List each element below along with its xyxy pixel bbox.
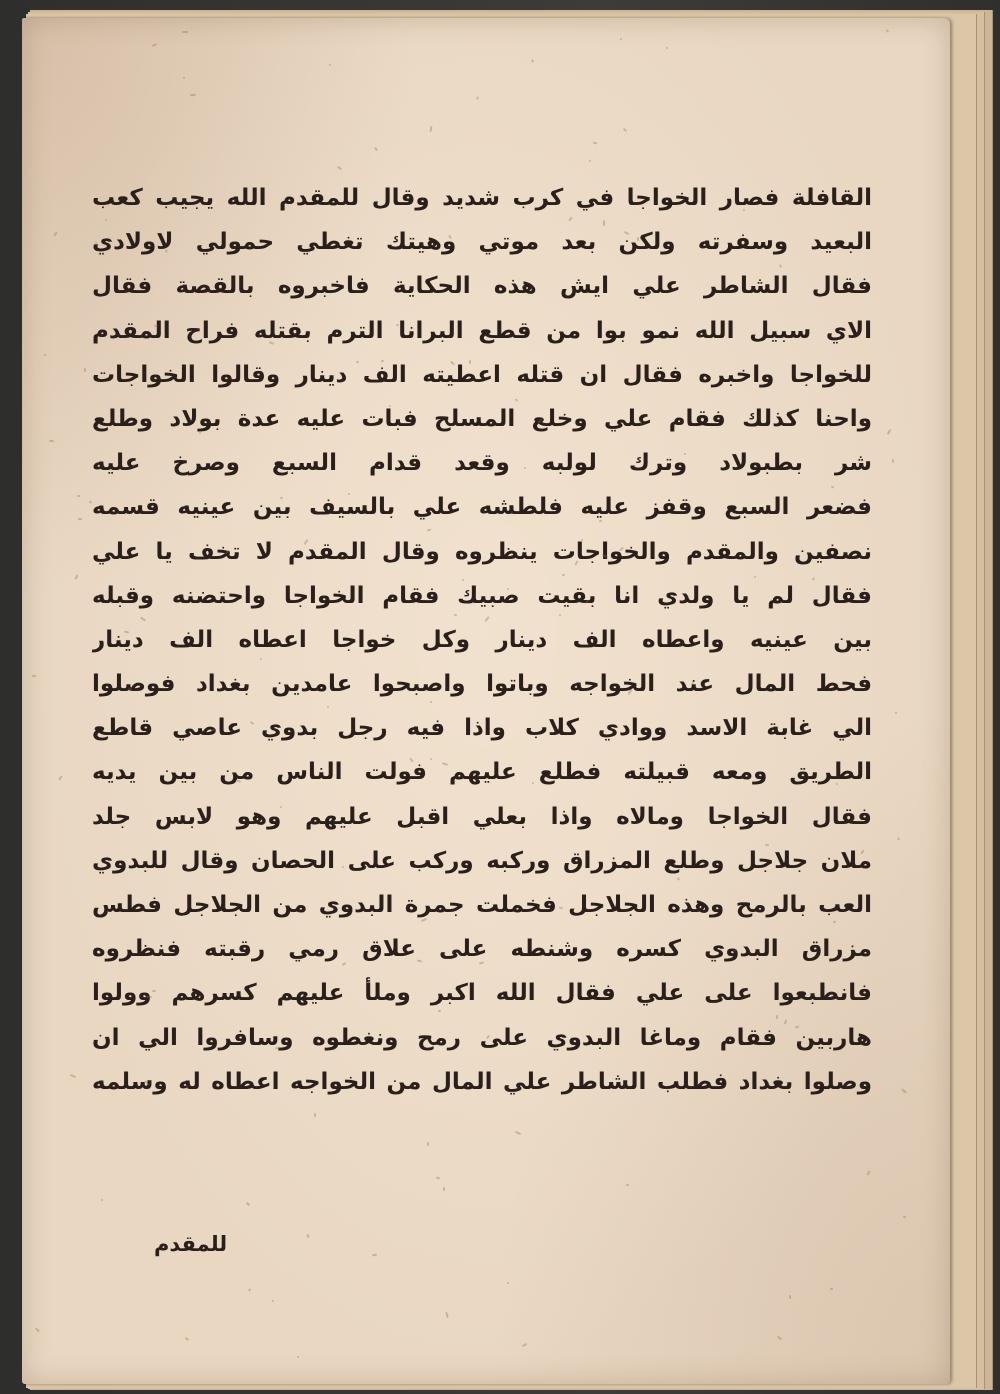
paper-fiber <box>867 1170 871 1175</box>
paper-fiber <box>427 1142 430 1146</box>
paper-fiber <box>887 429 892 435</box>
paper-fiber <box>70 1074 76 1078</box>
paper-fiber <box>165 249 167 252</box>
text-line-12: فحط المال عند الخواجه وباتوا واصبحوا عامدين بغداد فوصلوا <box>92 671 872 698</box>
text-line-3: فقال الشاطر علي ايش هذه الحكاية فاخبروه بالقصة فقال <box>92 273 872 300</box>
text-line-15: فقال الخواجا ومالاه واذا بعلي اقبل عليهم وهو لابس جلد <box>92 803 872 830</box>
paper-fiber <box>246 1202 250 1206</box>
paper-fiber <box>895 712 898 715</box>
paper-fiber <box>272 1300 275 1303</box>
paper-fiber <box>78 518 82 520</box>
text-line-9: نصفين والمقدم والخواجات ينظروه وقال المقدم لا تخف يا علي <box>92 538 872 565</box>
paper-fiber <box>84 368 86 372</box>
paper-fiber <box>789 1295 791 1299</box>
paper-fiber <box>152 43 157 47</box>
text-line-19: فانطبعوا على علي فقال الله اكبر وملأ عليهم كسرهم وولوا <box>92 980 872 1007</box>
paper-fiber <box>32 675 36 677</box>
paper-fiber <box>445 1312 449 1318</box>
paper-fiber <box>44 354 47 357</box>
paper-fiber <box>684 453 686 455</box>
paper-fiber <box>77 495 80 497</box>
text-line-11: بين عينيه واعطاه الف دينار وكل خواجا اعطاه الف دينار <box>92 626 872 653</box>
paper-fiber <box>515 1131 521 1135</box>
paper-fiber <box>901 1088 907 1093</box>
paper-fiber <box>507 1282 510 1285</box>
paper-fiber <box>329 64 332 67</box>
paper-fiber <box>593 141 597 144</box>
paper-fiber <box>830 1288 833 1290</box>
paper-fiber <box>443 1187 445 1191</box>
paper-fiber <box>248 1288 251 1292</box>
paper-fiber <box>743 209 745 211</box>
paper-fiber <box>372 1253 377 1256</box>
paper-fiber <box>260 658 262 660</box>
text-line-4: الاي سبيل الله نمو بوا من قطع البرانا الترم بقتله فراح المقدم <box>92 317 872 344</box>
paper-fiber <box>146 996 152 999</box>
text-line-16: ملان جلاجل وطلع المزراق وركبه وركب على الحصان وقال للبدوي <box>92 847 872 874</box>
paper-fiber <box>623 128 627 132</box>
manuscript-page <box>22 18 950 1384</box>
manuscript-text <box>92 176 872 1104</box>
text-line-8: فضعر السبع وقفز عليه فلطشه علي بالسيف بين عينيه قسمه <box>92 494 872 521</box>
text-line-18: مزراق البدوي كسره وشنطه على علاق رمي رقبته فنظروه <box>92 936 872 963</box>
paper-fiber <box>559 614 561 616</box>
paper-fiber <box>396 324 399 326</box>
paper-fiber <box>469 360 471 364</box>
text-line-14: الطريق ومعه قبيلته فطلع عليهم فولت الناس من بين يديه <box>92 759 872 786</box>
paper-fiber <box>776 1015 778 1019</box>
paper-fiber <box>58 775 62 780</box>
paper-fiber <box>75 574 79 579</box>
paper-fiber <box>35 1328 40 1333</box>
text-line-13: الي غابة الاسد ووادي كلاب واذا فيه رجل بدوي عاصي قاطع <box>92 715 872 742</box>
text-line-20: هاربين فقام وماغا البدوي على رمح ونغطوه وسافروا الي ان <box>92 1024 872 1051</box>
paper-fiber <box>53 231 58 236</box>
text-line-17: العب بالرمح وهذه الجلاجل فخملت جمرة البدوي من الجلاجل فطس <box>92 892 872 918</box>
paper-fiber <box>903 1215 907 1218</box>
paper-fiber <box>886 29 889 33</box>
paper-fiber <box>337 166 342 170</box>
paper-fiber <box>620 38 623 41</box>
paper-fiber <box>626 1183 630 1186</box>
paper-fiber <box>185 1337 189 1341</box>
text-line-7: شر بطبولاد وترك لولبه وقعد قدام السبع وصرخ عليه <box>92 450 872 477</box>
paper-fiber <box>374 147 378 151</box>
paper-fiber <box>531 59 534 63</box>
paper-fiber <box>306 1234 309 1238</box>
paper-fiber <box>897 837 900 841</box>
catchword: للمقدم <box>154 1232 228 1256</box>
paper-fiber <box>476 96 478 99</box>
text-line-5: للخواجا واخبره فقال ان قتله اعطيته الف دينار وقالوا الخواجات <box>92 361 872 388</box>
text-line-2: البعيد وسفرته ولكن بعد موتي وهيتك تغطي حمولي لاولادي <box>92 229 872 256</box>
text-line-21: وصلوا بغداد فطلب الشاطر علي المال من الخواجه اعطاه له وسلمه <box>92 1068 872 1095</box>
paper-fiber <box>297 1356 299 1358</box>
paper-fiber <box>892 459 894 463</box>
text-line-6: واحنا كذلك فقام علي وخلع المسلح فبات عليه عدة بولاد وطلع <box>92 405 872 432</box>
paper-fiber <box>314 1113 316 1117</box>
paper-fiber <box>101 1199 103 1201</box>
paper-fiber <box>765 844 769 847</box>
paper-fiber <box>777 1336 782 1341</box>
paper-fiber <box>522 1343 527 1347</box>
paper-fiber <box>212 729 215 731</box>
paper-fiber <box>182 31 188 33</box>
text-line-1: القافلة فصار الخواجا في كرب شديد وقال للمقدم الله يجيب كعب <box>92 185 872 211</box>
paper-fiber <box>190 94 196 97</box>
paper-fiber <box>666 47 669 50</box>
paper-fiber <box>49 440 54 443</box>
paper-fiber <box>183 77 185 79</box>
text-line-10: فقال لم يا ولدي انا بقيت صبيك فقام الخواجا واحتضنه وقبله <box>92 582 872 609</box>
paper-fiber <box>436 1177 440 1180</box>
paper-fiber <box>589 160 592 163</box>
paper-fiber <box>430 126 433 132</box>
paper-fiber <box>637 237 639 241</box>
paper-fiber <box>779 264 782 267</box>
